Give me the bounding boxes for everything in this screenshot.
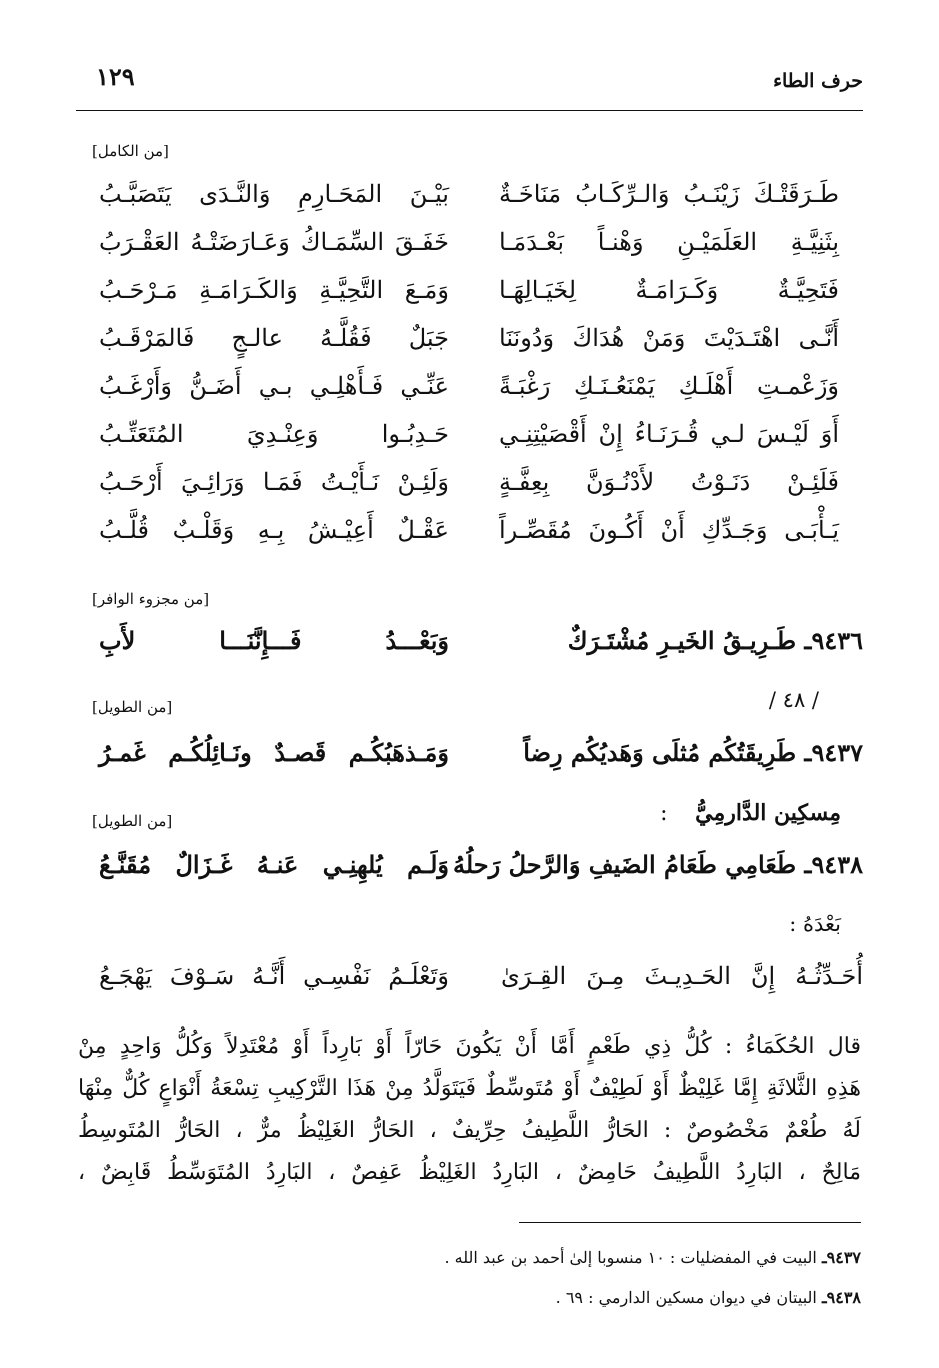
poem-verse [0, 180, 939, 224]
poet-name-text: مِسكِين الدَّارمِيُّ [695, 800, 841, 826]
verse-second-hemistich: حَـدِبُـوا وَعِنْـدِيَ المُتَعَتِّـبُ [99, 420, 449, 448]
verse-second-hemistich: بَيْـنَ المَحَـارِمِ وَالنَّـدَى يَتَصَبَّـبُ [99, 180, 449, 208]
footnote-number: ٩٤٣٨ـ [821, 1288, 861, 1307]
poet-name [660, 800, 841, 826]
footnote-text: البيت في المفضليات : ١٠ منسوبا إلىٰ أحمد بن عبد الله . [444, 1248, 817, 1267]
meter-label-tawil-2: [من الطويل] [92, 812, 173, 830]
verse-first-hemistich: وَزَعْمـتِ أَهْلَـكِ يَمْنَعُـنَـكِ رَغْبَـةً [499, 372, 839, 400]
verse-second-hemistich: عَقْـلٌ أَعِيْـشُ بِـهِ وَقَلْـبٌ قُلَّـبُ [99, 516, 449, 544]
poem-verse-after [0, 962, 939, 1006]
after-label: بَعْدَهُ : [789, 912, 841, 936]
meter-label-tawil: [من الطويل] [92, 698, 173, 716]
verse-second-hemistich: وَمَـعَ التَّحِيَّـةِ وَالكَـرَامَـةِ مَـرْحَـبُ [99, 276, 449, 304]
verse-second-hemistich: خَفَـقَ السِّمَـاكُ وَعَـارَضَتْـهُ العَقْـرَبُ [99, 228, 449, 256]
poet-colon: : [660, 801, 668, 826]
prose-line: مَالِحٌ ، البَارِدُ اللَّطِيفُ حَامِضٌ ، البَارِدُ الغَلِيْظُ عَفِصٌ ، البَارِدُ المُتَوَسِّطُ قَابِضٌ ، [78, 1160, 861, 1185]
footnote-text: البيتان في ديوان مسكين الدارمي : ٦٩ . [555, 1288, 817, 1307]
verse-second-hemistich: وَبَعْـــدُ فَـــإِنَّنَـــا لأَبِ [99, 626, 449, 655]
verse-first-hemistich: طَـرَقَتْـكَ زَيْنَـبُ وَالـرِّكَـابُ مَنَاخَـةٌ [499, 180, 839, 208]
poem-verse [0, 228, 939, 272]
running-header-title: حرف الطاء [773, 70, 863, 92]
meter-label-wafir: [من مجزوء الوافر] [92, 590, 210, 608]
verse-first-hemistich: ٩٤٣٨ـ طَعَامِي طَعَامُ الضَيفِ وَالرَّحلُ رَحلُهُ [452, 850, 863, 879]
verse-second-hemistich: جَبَلٌ فَقُلَّـهُ عالـجٍ فَالمَرْقَـبُ [99, 324, 449, 352]
footnote-number: ٩٤٣٧ـ [821, 1248, 861, 1267]
verse-first-hemistich: أَنَّـى اهْتَـدَيْتَ وَمَنْ هُدَاكَ وَدُونَنَا [499, 324, 839, 352]
page-number: ١٢٩ [96, 62, 135, 91]
verse-first-hemistich: يَـأْبَـى وَجَـدِّكِ أَنْ أَكُـونَ مُقَصِّـراً [499, 516, 839, 544]
verse-first-hemistich: فَلَئِـنْ دَنَـوْتُ لأَدْنُـوَنَّ بِعِفَّـةٍ [499, 468, 839, 496]
header-rule [76, 110, 863, 111]
verse-first-hemistich: ٩٤٣٦ـ طَـرِيـقُ الخَيـرِ مُشْتَـرَكٌ [567, 626, 863, 655]
prose-line: لَهُ طُعْمٌ مَخْصُوصٌ : الحَارُّ اللَّطِيفُ حِرِّيفٌ ، الحَارُّ الغَلِيْظُ مرٌّ ، الحَارُّ المُتَوسِطُ [78, 1118, 861, 1143]
poem-verse [0, 420, 939, 464]
verse-second-hemistich: وَلَـم يُلهِنِـي عَنـهُ غَـزَالٌ مُقَنَّـعُ [99, 850, 449, 879]
poem-verse [0, 468, 939, 512]
verse-first-hemistich: أُحَـدِّثُـهُ إِنَّ الحَـدِيـثَ مِـنَ القِـرَىٰ [501, 962, 863, 990]
prose-line: هَذِهِ الثَّلاثَةِ إِمَّا غَلِيْظٌ أَوْ لَطِيْفٌ أَوْ مُتَوسِّطٌ فَيَتَوَلَّدُ مِنْ هَذَا التَّرْكِيبِ تِسْعَةُ أَنْوَاعٍ كُلٌّ مِنْهَا [78, 1076, 861, 1101]
verse-first-hemistich: ٩٤٣٧ـ طَرِيقَتُكُم مُثلَى وَهَديُكُم رِضاً [523, 738, 863, 767]
page-marker: / ٤٨ / [768, 688, 819, 712]
verse-first-hemistich: بِثَنِيَّـةِ العَلَمَيْـنِ وَهْنـاً بَعْـدَمَـا [499, 228, 839, 256]
poem-verse [0, 372, 939, 416]
footnote [556, 1288, 861, 1307]
verse-first-hemistich: فَتَحِيَّـةٌ وَكَـرَامَـةٌ لِخَيَـالِهَـا [499, 276, 839, 304]
verse-first-hemistich: أَوَ لَيْـسَ لـي قُـرَنَـاءُ إِنْ أَقْصَيْتِنِـي [499, 420, 839, 448]
prose-paragraph [78, 1026, 861, 1194]
verse-second-hemistich: وَمَـذهَبُكُـم قَصـدٌ ونَـائِلُكُـم غَمـرُ [99, 738, 449, 767]
verse-second-hemistich: عَنِّـي فَـأَهْلِـي بـي أَضَـنُّ وَأَرْغَـبُ [99, 372, 449, 400]
footnote [444, 1248, 861, 1267]
prose-line: قال الحُكَمَاءُ : كُلُّ ذِي طَعْمٍ أَمَّا أَنْ يَكُونَ حَارّاً أَوْ بَارِداً أَوْ مُعْتَدِلاً وَكُلُّ وَاحِدٍ مِنْ [78, 1034, 861, 1059]
verse-second-hemistich: وَلَئِـنْ نَـأَيْـتُ فَمَـا وَرَائِـيَ أَرْحَـبُ [99, 468, 449, 496]
poem-verse [0, 324, 939, 368]
verse-second-hemistich: وَتَعْلَـمُ نَفْسِـي أَنَّـهُ سَـوْفَ يَهْجَـعُ [99, 962, 449, 990]
footnote-rule [519, 1222, 861, 1223]
poem-verse [0, 276, 939, 320]
poem-verse [0, 516, 939, 560]
meter-label-kamil: [من الكامل] [92, 142, 169, 160]
